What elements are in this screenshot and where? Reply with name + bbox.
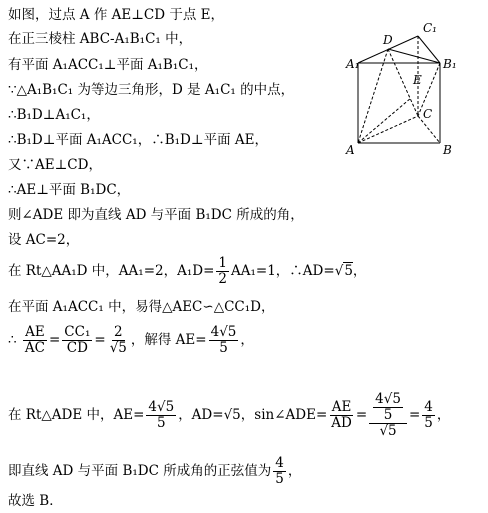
- frac-num: 4: [275, 455, 284, 471]
- frac-four-fifths: [422, 400, 435, 431]
- text-line-11: 在平面 A₁ACC₁ 中，易得△AEC∽△CC₁D，: [8, 299, 275, 315]
- rt-prefix: 在 Rt△AA₁D 中，AA₁=2，A₁D=: [8, 263, 215, 279]
- ratio-end: ，: [240, 332, 254, 348]
- text-line-1: 如图，过点 A 作 AE⊥CD 于点 E，: [8, 7, 225, 23]
- text-line-5: ∴B₁D⊥A₁C₁，: [8, 107, 100, 123]
- answer-fraction: [273, 456, 286, 487]
- label-e: E: [413, 73, 422, 87]
- label-a1: A₁: [346, 57, 360, 71]
- half-fraction: [216, 256, 229, 287]
- sin-prefix: 在 Rt△ADE 中，AE=: [8, 407, 145, 423]
- frac-num: AE: [331, 399, 352, 415]
- sqrt-five: 5: [344, 263, 353, 279]
- label-a: A: [346, 143, 355, 157]
- prism-diagram: [333, 18, 483, 163]
- frac-den: 5: [219, 340, 228, 356]
- frac-den: AD: [331, 415, 352, 431]
- sin-mid: ，AD=√5，sin∠ADE=: [178, 407, 328, 423]
- ratio-mid: ，解得 AE=: [130, 332, 207, 348]
- label-d: D: [383, 33, 393, 47]
- inner-fraction: [373, 392, 403, 423]
- text-line-7: 又∵AE⊥CD，: [8, 157, 102, 173]
- answer-prefix: 即直线 AD 与平面 B₁DC 所成角的正弦值为: [8, 463, 272, 479]
- final-answer: 故选 B．: [8, 493, 63, 509]
- compound-num: [369, 392, 407, 424]
- text-line-10: 设 AC=2，: [8, 232, 80, 248]
- frac-den: AC: [24, 340, 45, 356]
- frac-num: 4: [424, 399, 433, 415]
- sin-line: 在 Rt△ADE 中，AE= $\frac{4√5}{5}$ ，AD=√5，sin∠ADE= $\frac{AE}{AD}$ = $\frac{\frac{4√5}{5}}{√5}$ = $\frac{4}{5}$ ，: [8, 391, 451, 439]
- frac-den: 5: [275, 471, 284, 487]
- frac-num: 1: [218, 255, 227, 271]
- answer-end: ，: [287, 463, 302, 479]
- label-b: B: [443, 143, 452, 157]
- answer-line: [8, 456, 301, 487]
- frac-num: CC₁: [64, 324, 91, 340]
- frac-den: 5: [157, 415, 166, 431]
- frac-den: 2: [218, 271, 227, 287]
- frac-num: 4√5: [148, 399, 175, 415]
- label-c: C: [423, 107, 433, 121]
- frac-cc1-cd: [62, 325, 92, 356]
- text-line-4: ∵△A₁B₁C₁ 为等边三角形，D 是 A₁C₁ 的中点，: [8, 82, 295, 98]
- frac-num: AE: [25, 324, 45, 340]
- frac-num: 4√5: [375, 391, 401, 407]
- text-line-8: ∴AE⊥平面 B₁DC，: [8, 182, 131, 198]
- text-line-2: 在正三棱柱 ABC-A₁B₁C₁ 中，: [8, 31, 193, 47]
- text-line-3: 有平面 A₁ACC₁⊥平面 A₁B₁C₁，: [8, 57, 208, 73]
- ratio-prefix: ∴: [8, 332, 17, 348]
- label-b1: B₁: [443, 57, 457, 71]
- frac-2-sqrt5: [108, 325, 129, 356]
- label-c1: C₁: [423, 21, 437, 35]
- frac-ae-ad: [329, 400, 354, 431]
- text-line-9: 则∠ADE 即为直线 AD 与平面 B₁DC 所成的角，: [8, 207, 304, 223]
- rt-aa1d-line: 在 Rt△AA₁D 中，AA₁=2，A₁D= $\frac{1}{2}$ AA₁=1，∴AD=√5，: [8, 255, 367, 287]
- frac-num: 2: [113, 324, 123, 340]
- compound-den: √5: [379, 423, 397, 439]
- frac-ae-ac: [23, 325, 47, 356]
- prism-figure: [333, 18, 483, 163]
- frac-den: √5: [109, 340, 127, 356]
- rt-suffix: AA₁=1，∴AD=: [231, 263, 335, 279]
- frac-den: 5: [383, 407, 393, 423]
- frac-num: 4√5: [210, 324, 237, 340]
- text-line-6: ∴B₁D⊥平面 A₁ACC₁，∴B₁D⊥平面 AE，: [8, 132, 268, 148]
- rt-end: ，: [352, 263, 367, 279]
- frac-den: 5: [424, 415, 433, 431]
- frac-ae-value: [146, 400, 176, 431]
- compound-fraction: [369, 392, 407, 439]
- ratio-line: ∴ $\frac{AE}{AC}$ = $\frac{\text{CC₁}}{CD}$ = $\frac{2}{√5}$ ，解得 AE= $\frac{4√5}{5}$ ，: [8, 324, 254, 356]
- sin-end: ，: [436, 407, 451, 423]
- frac-den: CD: [66, 340, 88, 356]
- frac-ae-result: [209, 325, 239, 356]
